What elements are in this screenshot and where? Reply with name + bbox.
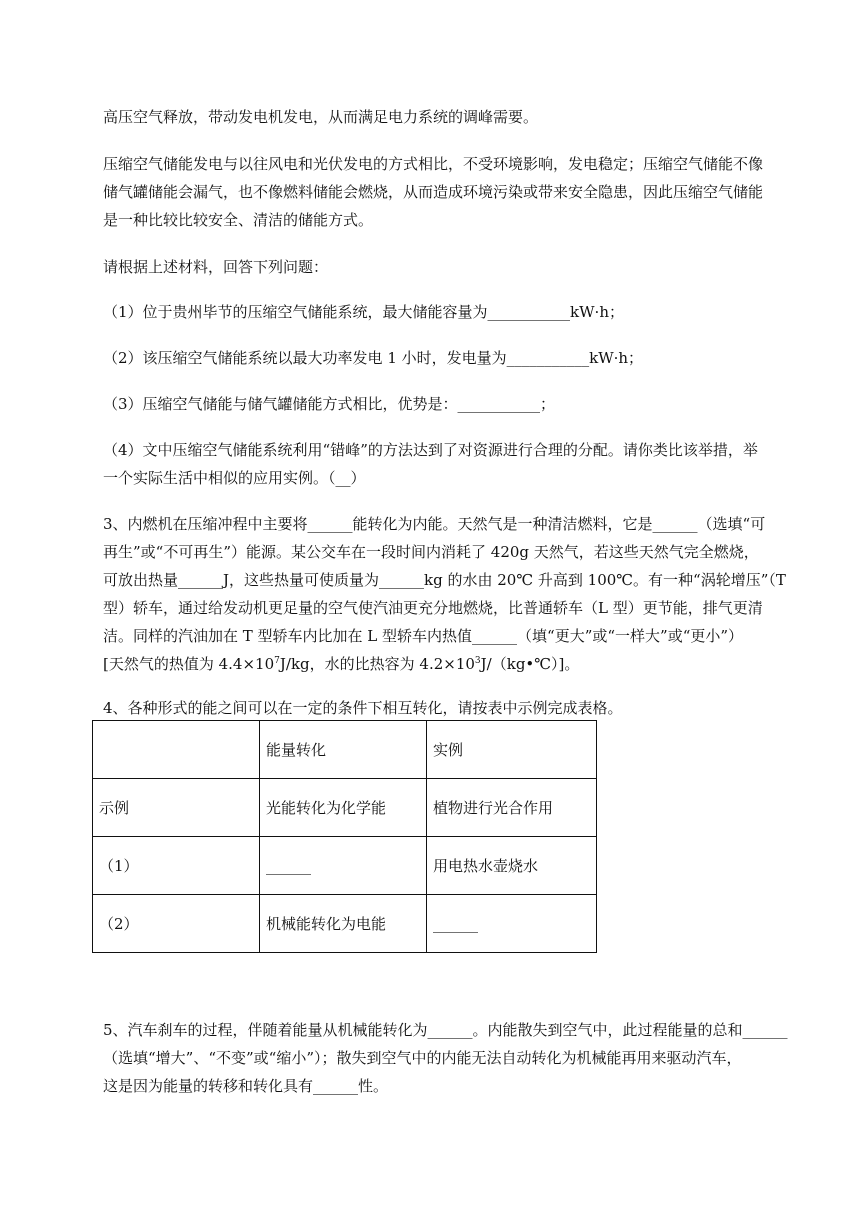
table-header-cell: 实例 bbox=[427, 721, 597, 779]
formula-part: [天然气的热值为 4.4×10 bbox=[103, 655, 275, 673]
text-line: 5、汽车刹车的过程，伴随着能量从机械能转化为______。内能散失到空气中，此过程能量的总和______ bbox=[103, 1021, 788, 1039]
text-line: （选填“增大”、“不变”或“缩小”）；散失到空气中的内能无法自动转化为机械能再用来驱动汽车， bbox=[103, 1049, 742, 1067]
table-cell: 植物进行光合作用 bbox=[427, 779, 597, 837]
text-line: （1）位于贵州毕节的压缩空气储能系统，最大储能容量为___________kW·h； bbox=[103, 303, 624, 321]
text-line: （2）该压缩空气储能系统以最大功率发电 1 小时，发电量为___________kW·h； bbox=[103, 349, 644, 367]
text-line: （4）文中压缩空气储能系统利用“错峰”的方法达到了对资源进行合理的分配。请你类比该举措，举 bbox=[103, 441, 758, 459]
table-cell: （1） bbox=[93, 837, 260, 895]
text-line: 型）轿车，通过给发动机更足量的空气使汽油更充分地燃烧，比普通轿车（L 型）更节能，排气更清 bbox=[103, 599, 763, 617]
text-line: 请根据上述材料，回答下列问题： bbox=[103, 258, 329, 276]
table-row bbox=[93, 837, 597, 895]
table-cell: 示例 bbox=[93, 779, 260, 837]
text-line: 是一种比较比较安全、清洁的储能方式。 bbox=[103, 211, 374, 229]
energy-conversion-table bbox=[92, 720, 597, 953]
text-line: 4、各种形式的能之间可以在一定的条件下相互转化，请按表中示例完成表格。 bbox=[103, 699, 623, 717]
subquestion-2 bbox=[103, 344, 803, 372]
subquestion-4 bbox=[103, 436, 803, 492]
table-cell: ______ bbox=[260, 837, 427, 895]
text-line: 储气罐储能会漏气，也不像燃料储能会燃烧，从而造成环境污染或带来安全隐患，因此压缩空气储能 bbox=[103, 183, 764, 201]
exponent: 7 bbox=[274, 656, 280, 666]
text-line bbox=[103, 650, 803, 678]
table-cell: 光能转化为化学能 bbox=[260, 779, 427, 837]
text-line: 这是因为能量的转移和转化具有______性。 bbox=[103, 1077, 389, 1095]
text-line: （3）压缩空气储能与储气罐储能方式相比，优势是：___________； bbox=[103, 395, 556, 413]
formula-part: J/kg，水的比热容为 4.2×10 bbox=[279, 655, 475, 673]
text-line: 高压空气释放，带动发电机发电，从而满足电力系统的调峰需要。 bbox=[103, 108, 539, 126]
paragraph-comparison bbox=[103, 150, 803, 234]
table-cell: （2） bbox=[93, 895, 260, 953]
question-4-intro bbox=[103, 694, 803, 722]
question-3 bbox=[103, 510, 803, 678]
table-cell: 机械能转化为电能 bbox=[260, 895, 427, 953]
paragraph-intro bbox=[103, 103, 803, 131]
text-line: 可放出热量______J，这些热量可使质量为______kg 的水由 20℃ 升高到 100℃。有一种“涡轮增压”（T bbox=[103, 571, 786, 589]
paragraph-instruction bbox=[103, 253, 803, 281]
text-line: 压缩空气储能发电与以往风电和光伏发电的方式相比，不受环境影响，发电稳定；压缩空气储能不像 bbox=[103, 155, 764, 173]
subquestion-3 bbox=[103, 390, 803, 418]
subquestion-1 bbox=[103, 298, 803, 326]
table-header-cell: 能量转化 bbox=[260, 721, 427, 779]
table-header-row bbox=[93, 721, 597, 779]
table-row bbox=[93, 895, 597, 953]
table-row bbox=[93, 779, 597, 837]
text-line: 3、内燃机在压缩冲程中主要将______能转化为内能。天然气是一种清洁燃料，它是______（选填“可 bbox=[103, 515, 766, 533]
table-header-cell bbox=[93, 721, 260, 779]
question-5 bbox=[103, 1016, 803, 1100]
text-line: 再生”或“不可再生”）能源。某公交车在一段时间内消耗了 420g 天然气，若这些天然气完全燃烧， bbox=[103, 543, 759, 561]
text-line: 一个实际生活中相似的应用实例。（__） bbox=[103, 469, 366, 487]
table-cell: ______ bbox=[427, 895, 597, 953]
formula-part: J/（kg•℃）]。 bbox=[480, 655, 580, 673]
text-line: 洁。同样的汽油加在 T 型轿车内比加在 L 型轿车内热值______（填“更大”或“一样大”或“更小”） bbox=[103, 627, 744, 645]
exponent: 3 bbox=[474, 656, 481, 666]
table-cell: 用电热水壶烧水 bbox=[427, 837, 597, 895]
